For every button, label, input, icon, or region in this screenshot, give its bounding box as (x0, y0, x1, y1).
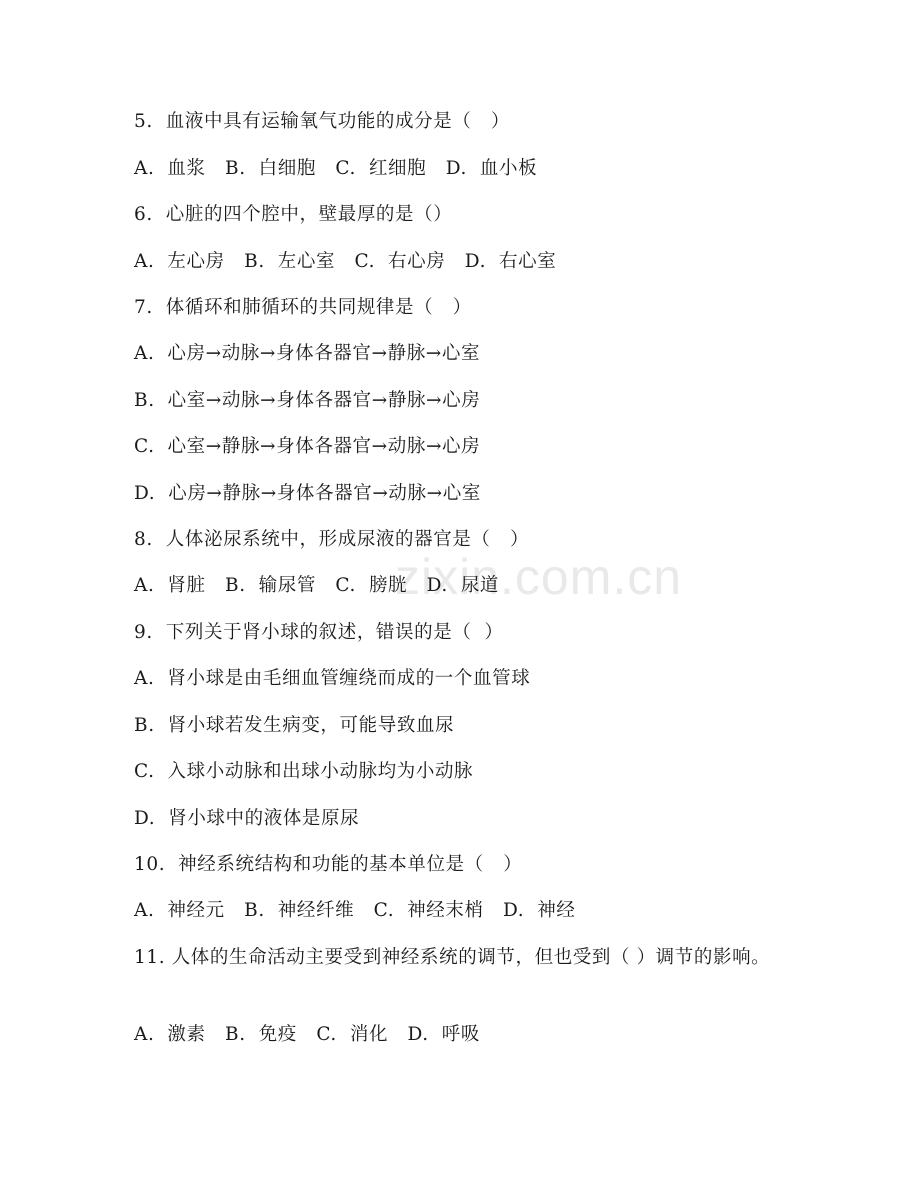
question-6-options: A. 左心房 B. 左心室 C. 右心房 D. 右心室 (134, 251, 557, 272)
question-9: 9. 下列关于肾小球的叙述，错误的是（ ） (134, 622, 504, 643)
question-7-option-b: B. 心室→动脉→身体各器官→静脉→心房 (134, 390, 481, 411)
question-5: 5. 血液中具有运输氧气功能的成分是（ ） (134, 111, 510, 132)
question-9-option-a: A. 肾小球是由毛细血管缠绕而成的一个血管球 (134, 668, 531, 689)
question-5-options: A. 血浆 B. 白细胞 C. 红细胞 D. 血小板 (134, 158, 538, 179)
question-7-option-c: C. 心室→静脉→身体各器官→动脉→心房 (134, 436, 481, 457)
question-10-options: A. 神经元 B. 神经纤维 C. 神经末梢 D. 神经 (134, 900, 576, 921)
question-11-options: A. 激素 B. 免疫 C. 消化 D. 呼吸 (134, 1024, 480, 1045)
question-9-option-d: D. 肾小球中的液体是原尿 (134, 808, 360, 829)
question-7: 7. 体循环和肺循环的共同规律是（ ） (134, 297, 472, 318)
question-9-option-b: B. 肾小球若发生病变，可能导致血尿 (134, 715, 455, 736)
question-8-options: A. 肾脏 B. 输尿管 C. 膀胱 D. 尿道 (134, 575, 500, 596)
question-9-option-c: C. 入球小动脉和出球小动脉均为小动脉 (134, 761, 474, 782)
question-11: 11. 人体的生命活动主要受到神经系统的调节，但也受到（ ）调节的影响。 (134, 947, 771, 968)
watermark: zixin.com.cn (395, 549, 683, 605)
question-6: 6. 心脏的四个腔中，壁最厚的是（） (134, 204, 453, 225)
question-7-option-a: A. 心房→动脉→身体各器官→静脉→心室 (134, 343, 481, 364)
question-7-option-d: D. 心房→静脉→身体各器官→动脉→心室 (134, 483, 481, 504)
question-10: 10. 神经系统结构和功能的基本单位是（ ） (134, 854, 523, 875)
question-8: 8. 人体泌尿系统中，形成尿液的器官是（ ） (134, 529, 530, 550)
